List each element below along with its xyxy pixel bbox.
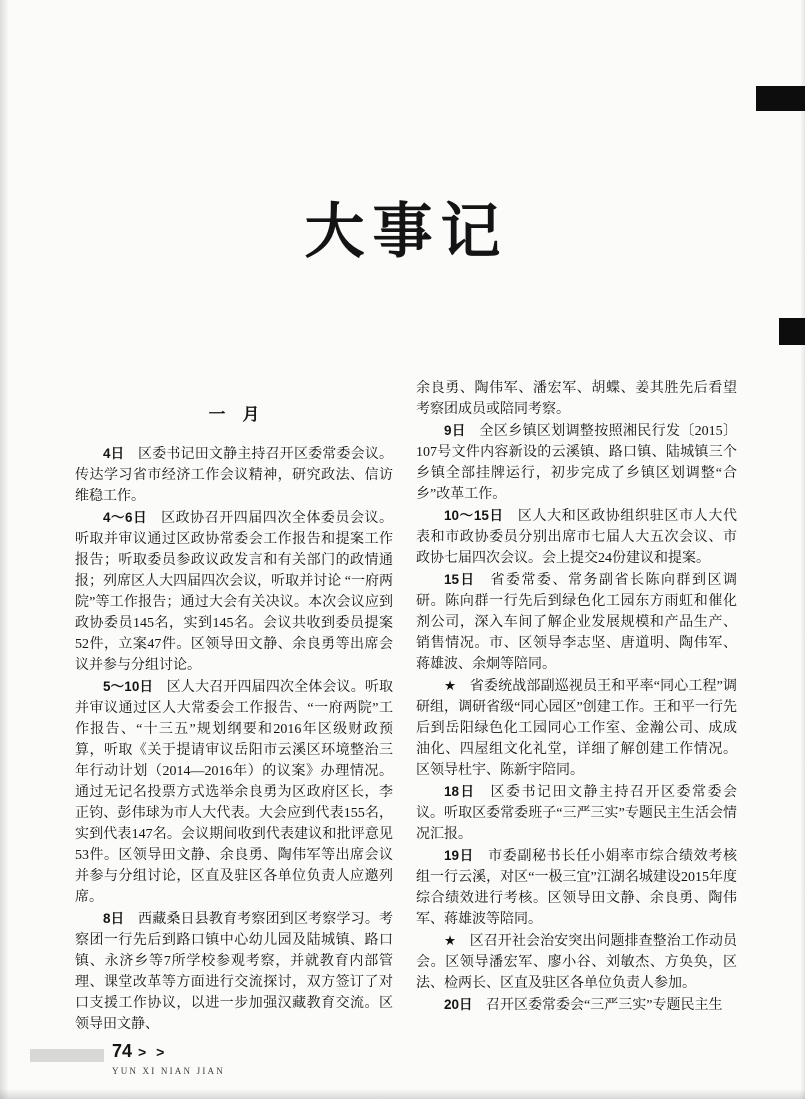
event-date-label: 4日 <box>103 446 139 461</box>
event-paragraph <box>416 505 737 569</box>
event-date-label: 20日 <box>444 997 487 1012</box>
star-bullet-icon: ★ <box>444 678 470 693</box>
section-heading-month: 一 月 <box>208 405 260 424</box>
event-text: 区人大召开四届四次全体会议。听取并审议通过区人大常委会工作报告、“一府两院”工作报告、“十三五”规划纲要和2016年区级财政预算，听取《关于提请审议岳阳市云溪区环境整治三年行动计划（2014—2016年）的议案》办理情况。通过无记名投票方式选举余良勇为区政府区长，李正钧、彭伟球为市人大代表。大会应到代表155名，实到代表147名。会议期间收到代表建议和批评意见53件。区领导田文静、余良勇、陶伟军等出席会议并参与分组讨论，区直及驻区各单位负责人应邀列席。 <box>75 680 394 905</box>
event-date-label: 18日 <box>444 784 491 799</box>
page-number-arrows-icon: > > <box>138 1044 168 1060</box>
left-column <box>75 400 393 1035</box>
page-title: 大事记 <box>304 199 509 265</box>
event-text: 区人大和区政协组织驻区市人大代表和市政协委员分别出席市七届人大五次会议、市政协七届四次会议。会上提交24份建议和提案。 <box>416 509 737 566</box>
event-text: 区委书记田文静主持召开区委常委会议。听取区委常委班子“三严三实”专题民主生活会情况汇报。 <box>416 785 737 842</box>
event-date-label: 19日 <box>444 848 489 863</box>
footer-caption: YUN XI NIAN JIAN <box>112 1066 225 1076</box>
right-column <box>416 377 737 1016</box>
event-text: 市委副秘书长任小娟率市综合绩效考核组一行云溪，对区“一极三宜”江湖名城建设2015年度综合绩效进行考核。区领导田文静、余良勇、陶伟军、蒋雄波等陪同。 <box>416 849 737 927</box>
scan-edge-bottom <box>0 1089 805 1099</box>
event-paragraph-star <box>416 930 737 994</box>
page-edge-mark-side <box>779 318 805 345</box>
event-date-label: 5～10日 <box>103 679 167 694</box>
star-bullet-icon: ★ <box>444 933 470 948</box>
event-paragraph-continuation <box>416 377 737 420</box>
event-date-label: 8日 <box>103 911 139 926</box>
event-paragraph <box>416 569 737 675</box>
event-text: 区政协召开四届四次全体委员会议。听取并审议通过区政协常委会工作报告和提案工作报告；听取委员参政议政发言和有关部门的政情通报；列席区人大四届四次会议，听取并讨论 “一府两院”等工作报告；通过大会有关决议。本次会议应到政协委员145名，实到145名。会议共收到委员提案52件，立案47件。区领导田文静、余良勇等出席会议并参与分组讨论。 <box>75 511 393 673</box>
event-text: 全区乡镇区划调整按照湘民行发〔2015〕107号文件内容新设的云溪镇、路口镇、陆城镇三个乡镇全部挂牌运行，初步完成了乡镇区划调整“合乡”改革工作。 <box>416 424 738 502</box>
footer-decorative-bar <box>30 1049 104 1062</box>
event-paragraph <box>75 676 393 908</box>
scan-edge-right <box>800 0 805 1099</box>
event-date-label: 15日 <box>444 572 491 587</box>
event-text: 省委统战部副巡视员王和平率“同心工程”调研组，调研省级“同心园区”创建工作。王和平一行先后到岳阳绿色化工园同心工作室、金瀚公司、成成油化、四屋组文化礼堂，详细了解创建工作情况。区领导杜宇、陈新宇陪同。 <box>416 679 737 778</box>
event-paragraph <box>75 507 393 676</box>
event-date-label: 9日 <box>444 423 480 438</box>
event-text: 区委书记田文静主持召开区委常委会议。传达学习省市经济工作会议精神，研究政法、信访维稳工作。 <box>75 447 393 504</box>
event-text: 余良勇、陶伟军、潘宏军、胡蝶、姜其胜先后看望考察团成员或陪同考察。 <box>416 381 737 417</box>
event-date-label: 10～15日 <box>444 508 518 523</box>
event-text: 省委常委、常务副省长陈向群到区调研。陈向群一行先后到绿色化工园东方雨虹和催化剂公司，深入车间了解企业发展规模和产品生产、销售情况。市、区领导李志坚、唐道明、陶伟军、蒋雄波、余炯等陪同。 <box>416 573 737 672</box>
event-paragraph <box>75 908 393 1035</box>
event-paragraph <box>416 994 737 1016</box>
scan-edge-left <box>0 0 9 1099</box>
event-paragraph <box>416 781 737 845</box>
page-footer <box>112 1041 167 1062</box>
event-paragraph <box>416 420 737 505</box>
event-paragraph-star <box>416 675 737 781</box>
event-text: 区召开社会治安突出问题排查整治工作动员会。区领导潘宏军、廖小谷、刘敏杰、方奂奂，区法、检两长、区直及驻区各单位负责人参加。 <box>416 934 738 991</box>
page-number: 74 <box>112 1041 133 1061</box>
event-paragraph <box>416 845 737 930</box>
event-text: 召开区委常委会“三严三实”专题民主生 <box>486 998 723 1013</box>
event-date-label: 4～6日 <box>103 510 162 525</box>
event-paragraph <box>75 443 393 507</box>
page-edge-mark-top <box>756 86 805 111</box>
event-text: 西藏桑日县教育考察团到区考察学习。考察团一行先后到路口镇中心幼儿园及陆城镇、路口镇、永济乡等7所学校参观考察，并就教育内部管理、课堂改革等方面进行交流探讨，双方签订了对口支援工作协议，以进一步加强汉藏教育交流。区领导田文静、 <box>75 912 393 1032</box>
